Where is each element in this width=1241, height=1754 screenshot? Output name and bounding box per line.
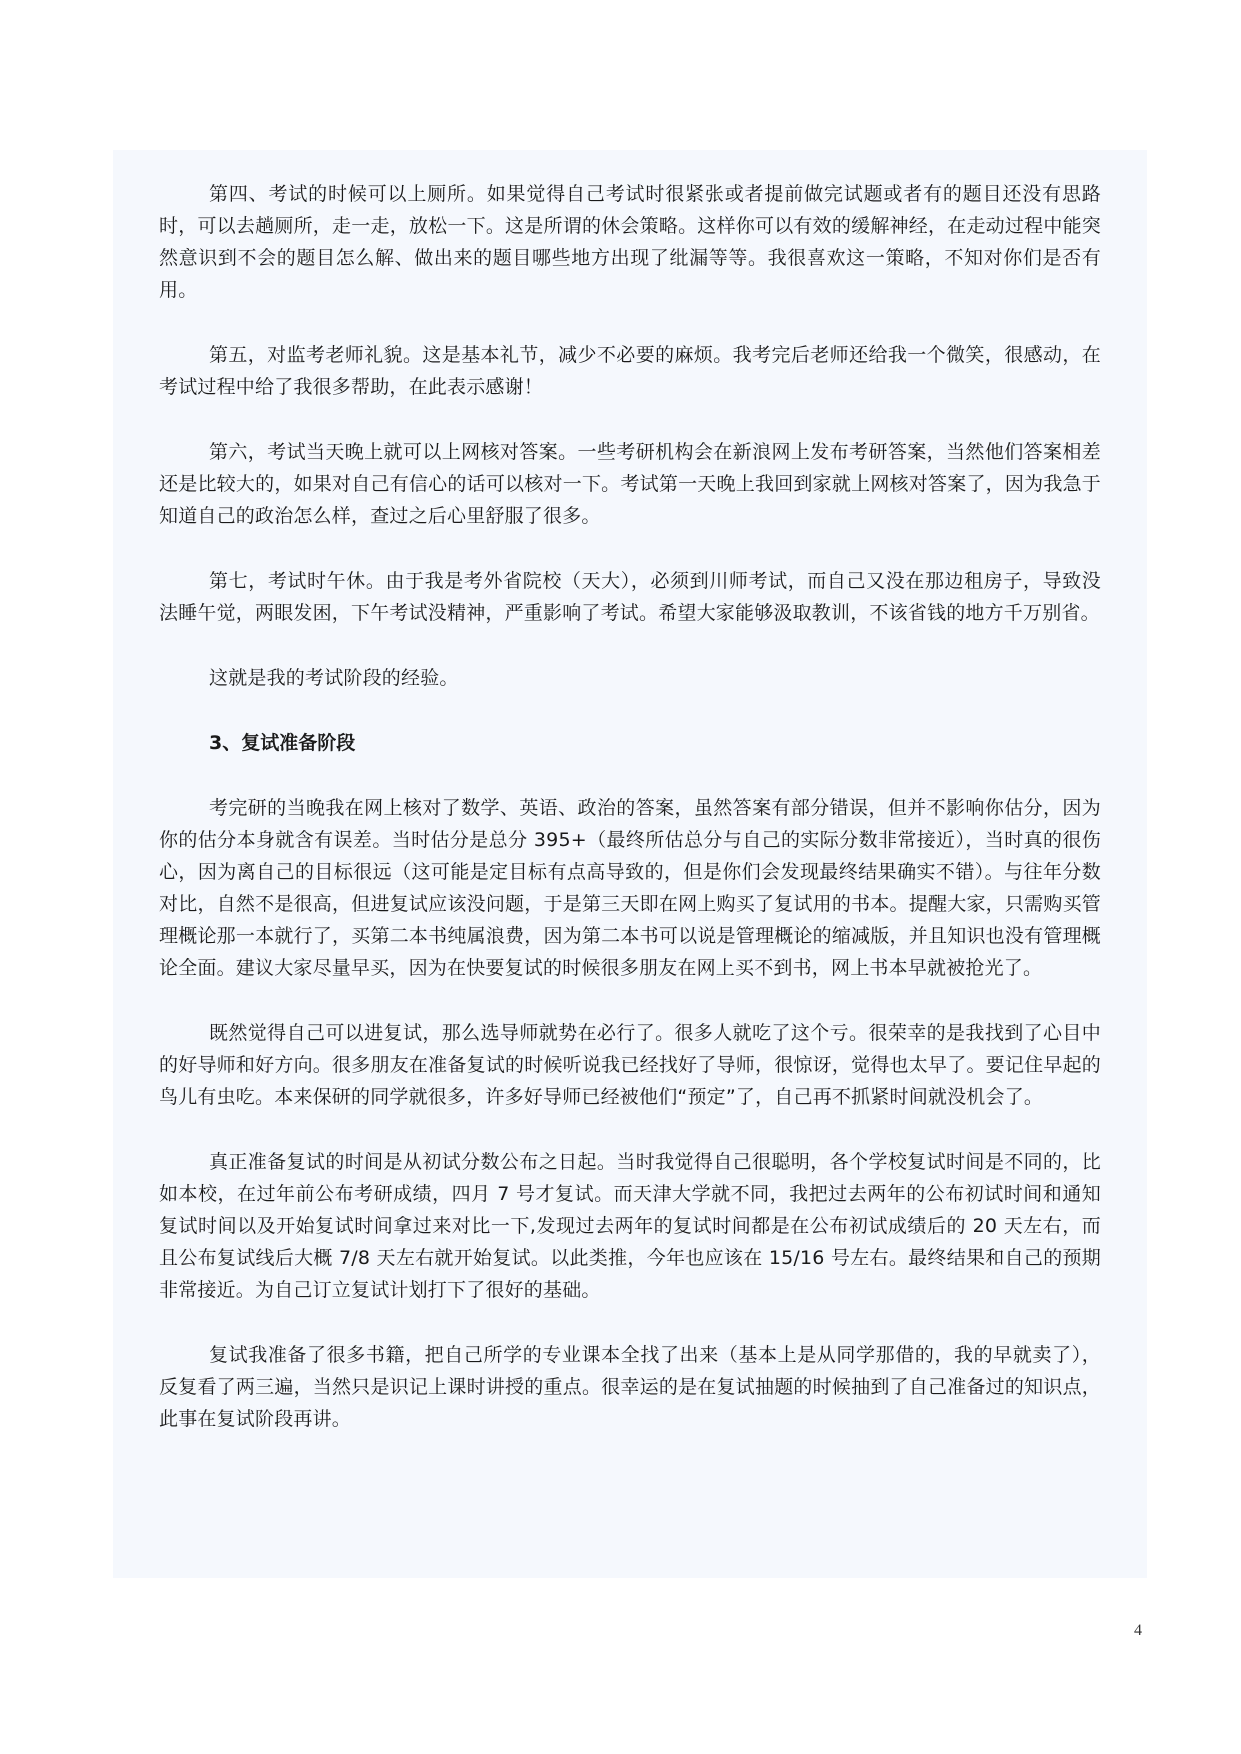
paragraph-exam-tip-6: 第六，考试当天晚上就可以上网核对答案。一些考研机构会在新浪网上发布考研答案，当然他们答案相差还是比较大的，如果对自己有信心的话可以核对一下。考试第一天晚上我回到家就上网核对答案了，因为我急于知道自己的政治怎么样，查过之后心里舒服了很多。 <box>159 441 1101 527</box>
paragraph-exam-tip-5: 第五，对监考老师礼貌。这是基本礼节，减少不必要的麻烦。我考完后老师还给我一个微笑，很感动，在考试过程中给了我很多帮助，在此表示感谢！ <box>159 344 1101 398</box>
paragraph-retest-4: 复试我准备了很多书籍，把自己所学的专业课本全找了出来（基本上是从同学那借的，我的早就卖了），反复看了两三遍，当然只是识记上课时讲授的重点。很幸运的是在复试抽题的时候抽到了自己准备过的知识点，此事在复试阶段再讲。 <box>159 1344 1101 1430</box>
paragraph-exam-tip-4: 第四、考试的时候可以上厕所。如果觉得自己考试时很紧张或者提前做完试题或者有的题目还没有思路时，可以去趟厕所，走一走，放松一下。这是所谓的休会策略。这样你可以有效的缓解神经，在走动过程中能突然意识到不会的题目怎么解、做出来的题目哪些地方出现了纰漏等等。我很喜欢这一策略，不知对你们是否有用。 <box>159 183 1101 301</box>
page-number: 4 <box>1134 1622 1142 1639</box>
document-content-block <box>113 150 1147 1578</box>
paragraph-retest-3: 真正准备复试的时间是从初试分数公布之日起。当时我觉得自己很聪明，各个学校复试时间是不同的，比如本校，在过年前公布考研成绩，四月 7 号才复试。而天津大学就不同，我把过去两年的公布初试时间和通知复试时间以及开始复试时间拿过来对比一下,发现过去两年的复试时间都是在公布初试成绩后的 20 天左右，而且公布复试线后大概 7/8 天左右就开始复试。以此类推，今年也应该在 15/16 号左右。最终结果和自己的预期非常接近。为自己订立复试计划打下了很好的基础。 <box>159 1151 1101 1301</box>
paragraph-exam-summary: 这就是我的考试阶段的经验。 <box>209 667 459 689</box>
paragraph-exam-tip-7: 第七，考试时午休。由于我是考外省院校（天大），必须到川师考试，而自己又没在那边租房子，导致没法睡午觉，两眼发困，下午考试没精神，严重影响了考试。希望大家能够汲取教训，不该省钱的地方千万别省。 <box>159 570 1101 624</box>
paragraph-retest-1: 考完研的当晚我在网上核对了数学、英语、政治的答案，虽然答案有部分错误，但并不影响你估分，因为你的估分本身就含有误差。当时估分是总分 395+（最终所估总分与自己的实际分数非常接近），当时真的很伤心，因为离自己的目标很远（这可能是定目标有点高导致的，但是你们会发现最终结果确实不错）。与往年分数对比，自然不是很高，但进复试应该没问题，于是第三天即在网上购买了复试用的书本。提醒大家，只需购买管理概论那一本就行了，买第二本书纯属浪费，因为第二本书可以说是管理概论的缩减版，并且知识也没有管理概论全面。建议大家尽量早买，因为在快要复试的时候很多朋友在网上买不到书，网上书本早就被抢光了。 <box>159 797 1101 979</box>
paragraph-retest-2: 既然觉得自己可以进复试，那么选导师就势在必行了。很多人就吃了这个亏。很荣幸的是我找到了心目中的好导师和好方向。很多朋友在准备复试的时候听说我已经找好了导师，很惊讶，觉得也太早了。要记住早起的鸟儿有虫吃。本来保研的同学就很多，许多好导师已经被他们“预定”了，自己再不抓紧时间就没机会了。 <box>159 1022 1101 1108</box>
section-heading: 3、复试准备阶段 <box>209 732 356 754</box>
